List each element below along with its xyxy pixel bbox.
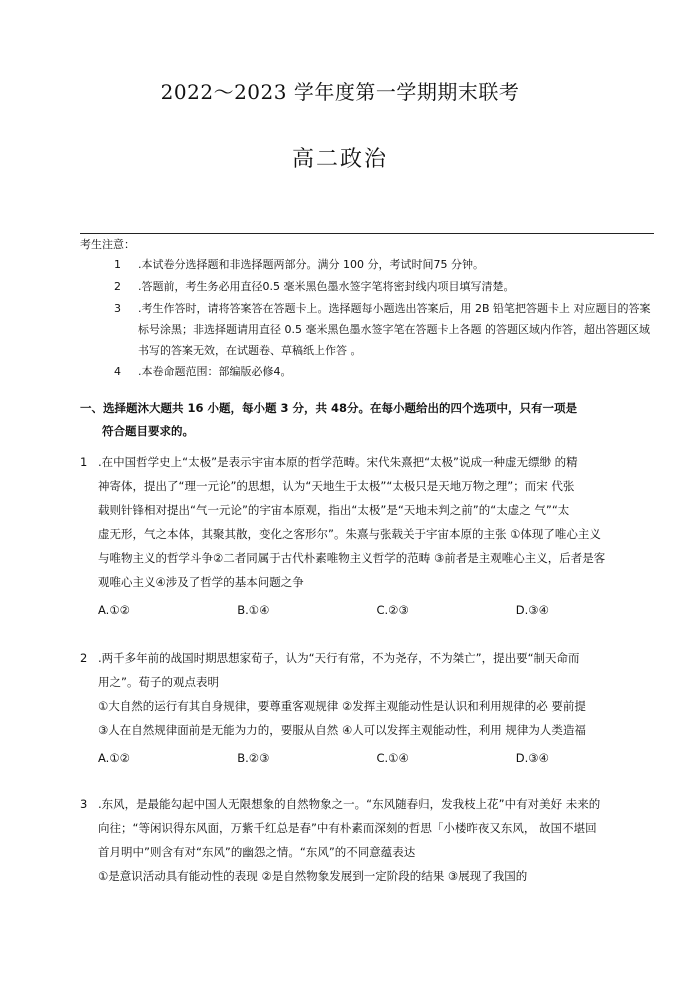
notice-item <box>80 254 660 276</box>
notice-item <box>80 298 660 361</box>
section-heading-line: 一、选择题沐大题共 16 小题，每小题 3 分，共 48分。在每小题给出的四个选项中，只有一项是 <box>80 401 578 415</box>
notice-heading: 考生注意： <box>80 238 135 251</box>
question-3 <box>80 792 655 888</box>
exam-title: 2022～2023 学年度第一学期期末联考 <box>160 80 520 104</box>
question-line <box>80 792 655 816</box>
option-b: B.①④ <box>237 603 270 617</box>
notice-item-text: .答题前，考生务必用直径0.5 毫米黑色墨水签字笔将密封线内项目填写清楚。 <box>138 280 515 293</box>
option-d: D.③④ <box>515 603 549 617</box>
question-number: 3 <box>80 797 88 811</box>
section-heading <box>80 397 660 443</box>
option-c: C.①④ <box>376 751 409 765</box>
notice-item-text: .考生作答时，请将答案答在答题卡上。选择题每小题选出答案后，用 2B 铅笔把答题卡上 对应题目的答案标号涂黑；非选择题请用直径 0.5 毫米黑色墨水签字笔在答题卡上各题 的答题区域内作答，超出答题区域书写的答案无效，在试题卷、草稿纸上作答 。 <box>138 302 651 357</box>
question-text: .两千多年前的战国时期思想家荀子，认为“天行有常，不为尧存，不为桀亡”，提出要“制天命而 <box>98 651 580 665</box>
notice-item <box>80 361 660 383</box>
question-line <box>80 646 655 670</box>
header-divider <box>80 233 654 234</box>
answer-options <box>80 598 655 622</box>
question-2 <box>80 646 655 770</box>
question-line <box>80 450 655 474</box>
option-a: A.①② <box>98 603 130 617</box>
section-heading-line: 符合题目要求的。 <box>102 424 194 438</box>
question-text: .东风，是最能勾起中国人无限想象的自然物象之一。“东风随春归，发我枝上花”中有对美好 未来的 <box>98 797 601 811</box>
question-line: 与唯物主义的哲学斗争②二者同属于古代朴素唯物主义哲学的范畴 ③前者是主观唯心主义，后者是客 <box>98 551 606 565</box>
option-b: B.②③ <box>237 751 270 765</box>
option-d: D.③④ <box>515 751 549 765</box>
question-line: 用之”。荀子的观点表明 <box>98 675 219 689</box>
question-line: ①是意识活动具有能动性的表现 ②是自然物象发展到一定阶段的结果 ③展现了我国的 <box>98 869 528 883</box>
notice-item-number: 4 <box>114 365 121 378</box>
question-line: ③人在自然规律面前是无能为力的，要服从自然 ④人可以发挥主观能动性，利用 规律为人类造福 <box>98 723 586 737</box>
question-number: 2 <box>80 651 88 665</box>
notice-item-number: 3 <box>114 302 121 315</box>
notice-item <box>80 276 660 298</box>
question-line: 虚无形，气之本体，其聚其散，变化之客形尔”。朱熹与张载关于宇宙本原的主张 ①体现了唯心主义 <box>98 527 601 541</box>
notice-item-text: .本试卷分选择题和非选择题两部分。满分 100 分，考试时间75 分钟。 <box>138 258 484 271</box>
question-line: 首月明中”则含有对“东风”的幽怨之情。“东风”的不同意蕴表达 <box>98 845 416 859</box>
question-line: 向往；“等闲识得东风面，万紫千红总是春”中有朴素而深刻的哲思「小楼昨夜又东风， 故国不堪回 <box>98 821 597 835</box>
exam-subject: 高二政治 <box>291 147 388 172</box>
question-line: 观唯心主义④涉及了哲学的基本问题之争 <box>98 575 304 589</box>
notice-item-text: .本卷命题范围：部编版必修4。 <box>138 365 292 378</box>
question-1 <box>80 450 655 622</box>
notice-item-number: 1 <box>114 258 121 271</box>
question-number: 1 <box>80 455 88 469</box>
option-c: C.②③ <box>376 603 409 617</box>
notice-item-number: 2 <box>114 280 121 293</box>
notice-block <box>80 236 660 383</box>
question-text: .在中国哲学史上“太极”是表示宇宙本原的哲学范畴。宋代朱熹把“太极”说成一种虚无缥缈 的精 <box>98 455 578 469</box>
question-line: 载则针锋相对提出“气一元论”的宇宙本原观，指出“太极”是“天地未判之前”的“太虚之 气”“太 <box>98 503 570 517</box>
option-a: A.①② <box>98 751 130 765</box>
question-line: ①大自然的运行有其自身规律，要尊重客观规律 ②发挥主观能动性是认识和利用规律的必 要前提 <box>98 699 586 713</box>
answer-options <box>80 746 655 770</box>
question-line: 神寄体，提出了“理一元论”的思想，认为“天地生于太极”“太极只是天地万物之理”；而宋 代张 <box>98 479 575 493</box>
